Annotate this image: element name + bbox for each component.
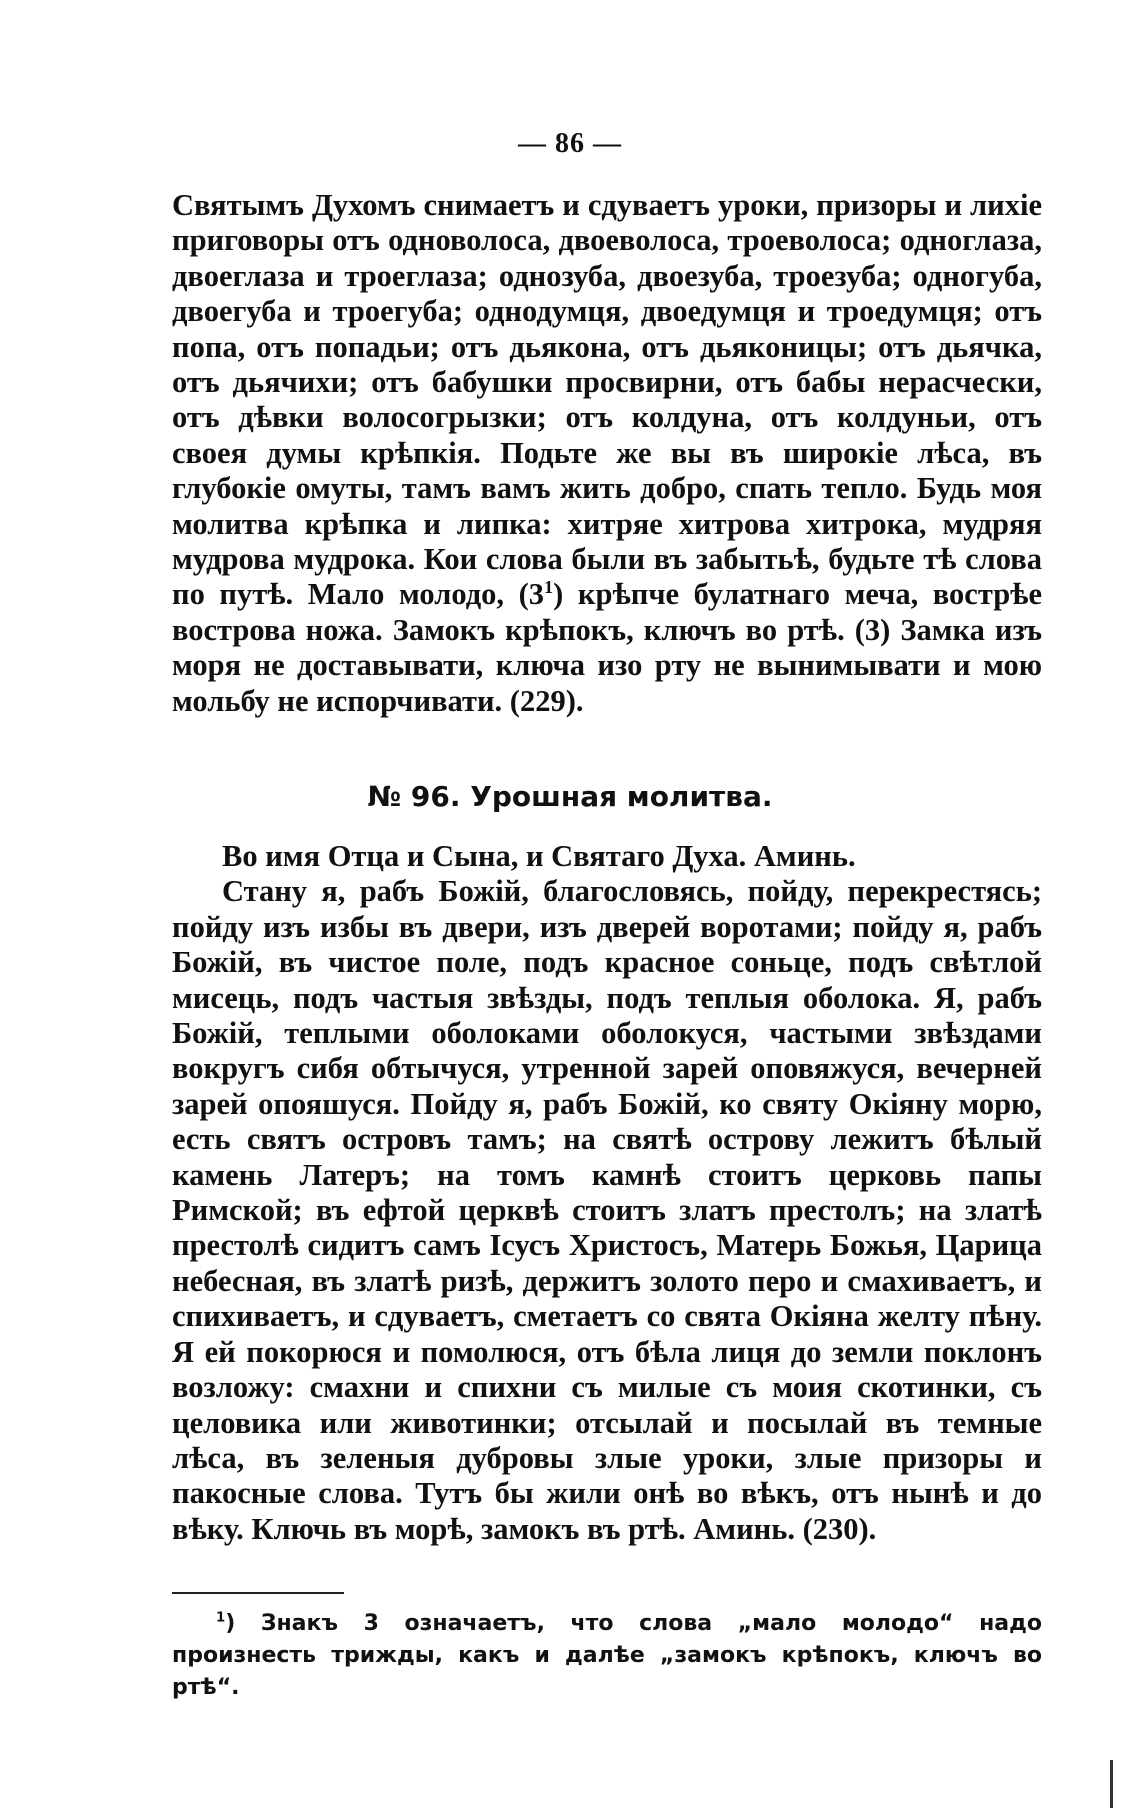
page-number: — 86 — — [518, 128, 622, 159]
paragraph-text-part-1: Святымъ Духомъ снимаетъ и сдуваетъ уроки, призоры и лихіе приговоры отъ одноволоса, двоеволоса, троеволоса; одноглаза, двоеглаза и троеглаза; однозуба, двоезуба, троезуба; одногуба, двоегуба и троегуба; однодумця, двоедумця и троедумця; отъ попа, отъ попадьи; отъ дьякона, отъ дьяконицы; отъ дьячка, отъ дьячихи; отъ бабушки просвирни, отъ бабы нерасчески, отъ дѣвки волосогрызки; отъ колдуна, отъ колдуньи, отъ своея думы крѣпкія. Подьте же вы въ широкіе лѣса, въ глубокіе омуты, тамъ вамъ жить добро, спать тепло. Будь моя молитва крѣпка и липка: хитряе хитрова хитрока, мудряя мудрова мудрока. Кои слова были въ забытьѣ, будьте тѣ слова по путѣ. Мало молодо, (3 — [172, 188, 1042, 612]
paragraph-text — [172, 188, 1042, 719]
prayer-section — [172, 839, 1042, 1547]
footnote-divider — [172, 1592, 344, 1594]
paragraph-text-part-2: ) крѣпче булатнаго меча, вострѣе вострова ножа. Замокъ крѣпокъ, ключъ во ртѣ. (3) Замка изъ моря не доставывати, ключа изо рту не вынимывати и мою мольбу не испорчивати. (229). — [172, 577, 1042, 718]
invocation-line: Во имя Отца и Сына, и Святаго Духа. Аминь. — [222, 839, 856, 873]
section-heading: № 96. Урошная молитва. — [367, 780, 773, 813]
footnote — [172, 1608, 1042, 1704]
footnote-reference: 1 — [544, 577, 554, 598]
footnote-mark: 1 — [216, 1610, 226, 1626]
prayer-paragraph: Стану я, рабъ Божій, благословясь, пойду, перекрестясь; пойду изъ избы въ двери, изъ дверей воротами; пойду я, рабъ Божій, въ чистое поле, подъ красное соньце, подъ свѣтлой мисець, подъ частыя звѣзды, подъ теплыя оболока. Я, рабъ Божій, теплыми оболоками оболокуся, частыми звѣздами вокругъ сибя обтычуся, утренной зарей оповяжуся, вечерней зарей опояшуся. Пойду я, рабъ Божій, ко святу Окіяну морю, есть святъ островъ тамъ; на святѣ острову лежитъ бѣлый камень Латеръ; на томъ камнѣ стоитъ церковь папы Римской; въ ефтой церквѣ стоитъ златъ престолъ; на златѣ престолѣ сидитъ самъ Ісусъ Христосъ, Матерь Божья, Царица небесная, въ златѣ ризѣ, держитъ золото перо и смахиваетъ, и спихиваетъ, и сдуваетъ, сметаетъ со свята Окіяна желту пѣну. Я ей покорюся и помолюся, отъ бѣла лиця до земли поклонъ возложу: смахни и спихни съ милые съ моия скотинки, съ целовика или животинки; отсылай и посылай въ темные лѣса, въ зеленыя дубровы злые уроки, злые призоры и пакосные слова. Тутъ бы жили онѣ во вѣкъ, отъ нынѣ и до вѣку. Ключь въ морѣ, замокъ въ ртѣ. Аминь. (230). — [172, 874, 1042, 1546]
footnote-text: ) Знакъ 3 означаетъ, что слова „мало молодо“ надо произнесть трижды, какъ и далѣе „замокъ крѣпокъ, ключъ во ртѣ“. — [172, 1611, 1042, 1700]
continuation-paragraph — [172, 188, 1042, 719]
page-edge-mark — [1110, 1760, 1113, 1808]
